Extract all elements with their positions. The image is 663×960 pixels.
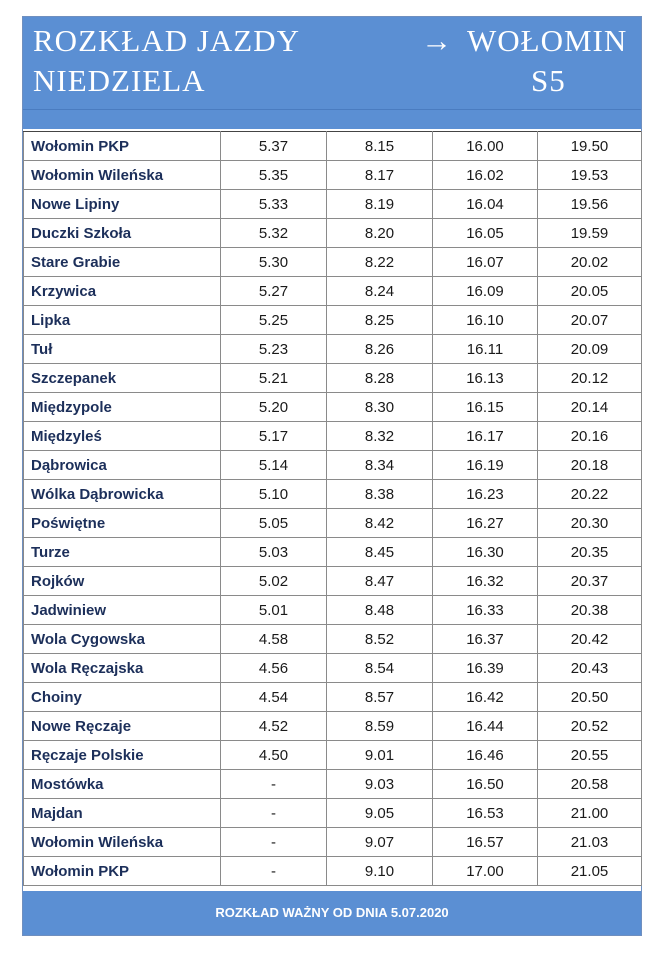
departure-time: 5.01 [221,596,327,625]
stop-name: Wólka Dąbrowicka [24,480,221,509]
departure-time: 4.54 [221,683,327,712]
departure-time: 20.05 [538,277,642,306]
departure-time: 5.05 [221,509,327,538]
table-row [24,393,642,422]
departure-time: 20.30 [538,509,642,538]
departure-time: 8.15 [327,132,433,161]
departure-time: 19.50 [538,132,642,161]
departure-time: 16.50 [433,770,538,799]
stop-name: Wołomin PKP [24,857,221,886]
departure-time: 21.03 [538,828,642,857]
departure-time: 19.59 [538,219,642,248]
departure-time: 16.13 [433,364,538,393]
departure-time: 8.17 [327,161,433,190]
stop-name: Majdan [24,799,221,828]
stop-name: Międzyleś [24,422,221,451]
departure-time: 20.35 [538,538,642,567]
stop-name: Wołomin PKP [24,132,221,161]
departure-time: 8.38 [327,480,433,509]
departure-time: 5.02 [221,567,327,596]
departure-time: 16.53 [433,799,538,828]
table-row [24,422,642,451]
departure-time: 8.54 [327,654,433,683]
stop-name: Dąbrowica [24,451,221,480]
departure-time: 16.07 [433,248,538,277]
departure-time: 20.58 [538,770,642,799]
table-row [24,306,642,335]
departure-time: 5.23 [221,335,327,364]
departure-time: 5.03 [221,538,327,567]
departure-time: 8.52 [327,625,433,654]
departure-time: 8.59 [327,712,433,741]
departure-time: 16.57 [433,828,538,857]
departure-time: 20.37 [538,567,642,596]
departure-time: 20.43 [538,654,642,683]
stop-name: Nowe Ręczaje [24,712,221,741]
table-row [24,683,642,712]
departure-time: 8.45 [327,538,433,567]
departure-time: 16.42 [433,683,538,712]
departure-time: 16.05 [433,219,538,248]
departure-time: 16.30 [433,538,538,567]
departure-time: 9.10 [327,857,433,886]
table-row [24,161,642,190]
departure-time: 5.21 [221,364,327,393]
departure-time: 5.37 [221,132,327,161]
departure-time: 20.18 [538,451,642,480]
departure-time: 16.39 [433,654,538,683]
departure-time: 20.12 [538,364,642,393]
departure-time: 20.09 [538,335,642,364]
table-row [24,219,642,248]
stop-name: Mostówka [24,770,221,799]
departure-time: - [221,828,327,857]
departure-time: 16.37 [433,625,538,654]
table-row [24,799,642,828]
table-row [24,480,642,509]
departure-time: 5.25 [221,306,327,335]
departure-time: 4.50 [221,741,327,770]
departure-time: 8.32 [327,422,433,451]
table-row [24,364,642,393]
departure-time: 16.23 [433,480,538,509]
departure-time: 19.53 [538,161,642,190]
table-row [24,248,642,277]
departure-time: 8.57 [327,683,433,712]
direction-arrow: → [421,23,453,58]
table-row [24,770,642,799]
departure-time: 21.00 [538,799,642,828]
departure-time: 5.20 [221,393,327,422]
departure-time: 19.56 [538,190,642,219]
departure-time: 16.17 [433,422,538,451]
table-row [24,190,642,219]
table-row [24,654,642,683]
departure-time: 20.52 [538,712,642,741]
departure-time: 8.22 [327,248,433,277]
stop-name: Ręczaje Polskie [24,741,221,770]
departure-time: 4.58 [221,625,327,654]
stop-name: Wołomin Wileńska [24,828,221,857]
stop-name: Lipka [24,306,221,335]
departure-time: 9.05 [327,799,433,828]
departure-time: 16.15 [433,393,538,422]
departure-time: 5.33 [221,190,327,219]
departure-time: 8.19 [327,190,433,219]
departure-time: 8.42 [327,509,433,538]
stop-name: Wołomin Wileńska [24,161,221,190]
departure-time: 20.02 [538,248,642,277]
departure-time: 16.27 [433,509,538,538]
departure-time: 20.42 [538,625,642,654]
destination-name: WOŁOMIN [467,23,628,58]
stop-name: Jadwiniew [24,596,221,625]
departure-time: 20.38 [538,596,642,625]
departure-time: 8.34 [327,451,433,480]
departure-time: 16.32 [433,567,538,596]
departure-time: 9.07 [327,828,433,857]
stop-name: Stare Grabie [24,248,221,277]
departure-time: 16.11 [433,335,538,364]
departure-time: 5.14 [221,451,327,480]
table-row [24,625,642,654]
departure-time: 16.09 [433,277,538,306]
stop-name: Duczki Szkoła [24,219,221,248]
departure-time: 8.26 [327,335,433,364]
departure-time: 16.00 [433,132,538,161]
departure-time: 5.17 [221,422,327,451]
departure-time: 5.10 [221,480,327,509]
title-line2: NIEDZIELA [33,63,206,98]
table-row [24,596,642,625]
stop-name: Rojków [24,567,221,596]
table-row [24,335,642,364]
departure-time: 16.04 [433,190,538,219]
table-row [24,509,642,538]
departure-time: 5.30 [221,248,327,277]
departure-time: 5.27 [221,277,327,306]
departure-time: 5.35 [221,161,327,190]
departure-time: 20.50 [538,683,642,712]
departure-time: 8.25 [327,306,433,335]
departure-time: 16.33 [433,596,538,625]
departure-time: 9.03 [327,770,433,799]
validity-footer: ROZKŁAD WAŻNY OD DNIA 5.07.2020 [23,891,641,935]
table-row [24,538,642,567]
line-number: S5 [531,63,566,98]
timetable-body [24,132,642,886]
stop-name: Szczepanek [24,364,221,393]
stop-name: Choiny [24,683,221,712]
departure-time: 8.47 [327,567,433,596]
timetable-sheet [22,16,642,936]
departure-time: - [221,857,327,886]
departure-time: 21.05 [538,857,642,886]
stop-name: Wola Ręczajska [24,654,221,683]
departure-time: 16.02 [433,161,538,190]
departure-time: 8.24 [327,277,433,306]
header-divider [23,109,641,110]
table-row [24,857,642,886]
stop-name: Nowe Lipiny [24,190,221,219]
departure-time: 16.19 [433,451,538,480]
departure-time: 16.10 [433,306,538,335]
departure-time: 9.01 [327,741,433,770]
departure-time: 20.14 [538,393,642,422]
departure-time: 16.44 [433,712,538,741]
departure-time: 4.52 [221,712,327,741]
stop-name: Krzywica [24,277,221,306]
timetable-header [23,17,641,129]
departure-time: 20.07 [538,306,642,335]
table-row [24,451,642,480]
departure-time: - [221,770,327,799]
departure-time: - [221,799,327,828]
stop-name: Poświętne [24,509,221,538]
table-row [24,741,642,770]
stop-name: Międzypole [24,393,221,422]
stop-name: Wola Cygowska [24,625,221,654]
departure-time: 8.30 [327,393,433,422]
stop-name: Turze [24,538,221,567]
departure-time: 16.46 [433,741,538,770]
departure-time: 17.00 [433,857,538,886]
stop-name: Tuł [24,335,221,364]
departure-time: 20.55 [538,741,642,770]
departure-time: 4.56 [221,654,327,683]
table-row [24,828,642,857]
table-row [24,567,642,596]
table-row [24,132,642,161]
title-line1: ROZKŁAD JAZDY [33,23,301,58]
departure-time: 8.48 [327,596,433,625]
departure-time: 20.16 [538,422,642,451]
timetable-table [23,131,642,886]
departure-time: 8.20 [327,219,433,248]
table-row [24,712,642,741]
table-row [24,277,642,306]
departure-time: 20.22 [538,480,642,509]
departure-time: 5.32 [221,219,327,248]
departure-time: 8.28 [327,364,433,393]
